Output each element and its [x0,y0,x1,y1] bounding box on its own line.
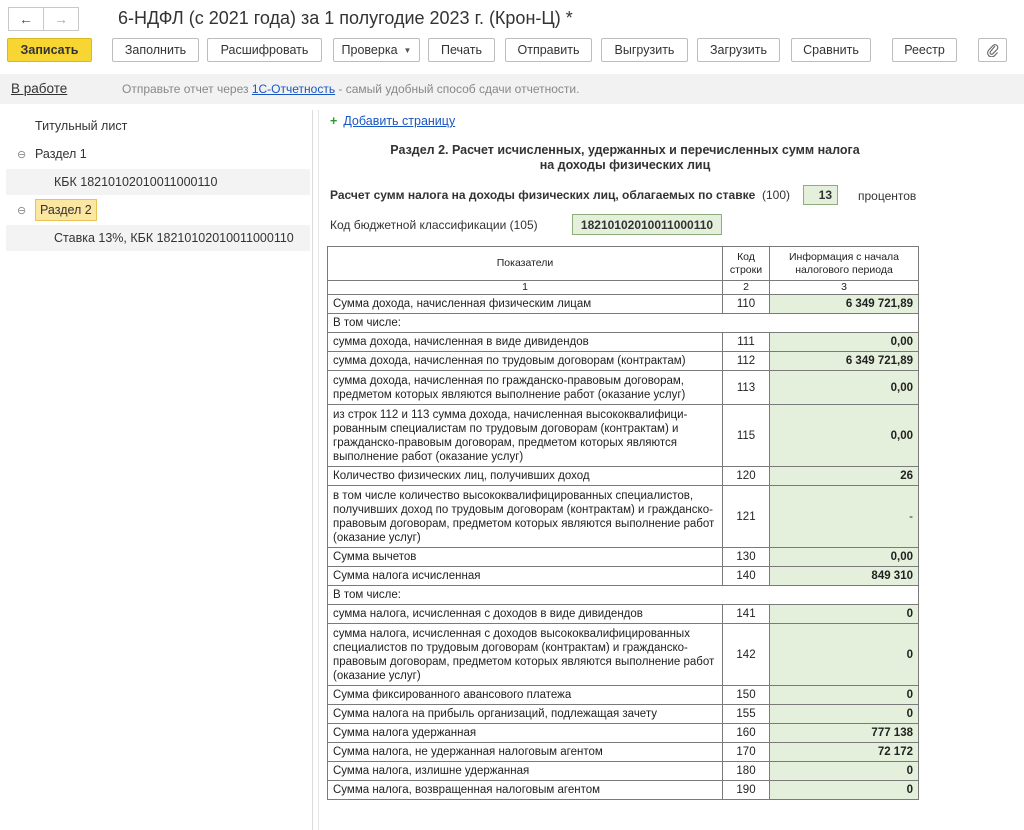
table-row [328,314,919,333]
reporting-link[interactable]: 1С-Отчетность [251,82,336,96]
tree-item-section-1[interactable] [6,141,310,167]
tree-item-title-page[interactable] [6,113,310,139]
row-value[interactable]: 0 [770,705,919,724]
arrow-right-icon: → [54,11,68,27]
row-value[interactable]: 0 [770,781,919,800]
table-row [328,624,919,686]
report-table [327,246,919,800]
info-bar [0,74,1024,104]
status-link[interactable]: В работе [11,81,68,96]
table-row [328,567,919,586]
row-value[interactable]: 0,00 [770,371,919,405]
rate-field[interactable]: 13 [803,185,838,205]
row-label: сумма дохода, начисленная в виде дивидендов [328,333,723,352]
header-info [770,247,919,281]
export-button[interactable]: Выгрузить [601,38,688,62]
row-code: 180 [723,762,770,781]
table-row [328,548,919,567]
row-value[interactable]: 72 172 [770,743,919,762]
row-code: 115 [723,405,770,467]
row-label: Сумма налога, не удержанная налоговым агентом [328,743,723,762]
row-label: Сумма фиксированного авансового платежа [328,686,723,705]
arrow-left-icon: ← [19,11,33,27]
row-value[interactable]: 0,00 [770,548,919,567]
table-row [328,371,919,405]
row-value[interactable]: 0 [770,624,919,686]
row-code: 120 [723,467,770,486]
tree-item-section-2[interactable] [6,197,310,223]
row-code: 141 [723,605,770,624]
row-value[interactable]: 0,00 [770,333,919,352]
add-page-label[interactable]: Добавить страницу [343,114,456,128]
row-value[interactable]: 0 [770,686,919,705]
section-title-line-1: Раздел 2. Расчет исчисленных, удержанных и перечисленных сумм налога [390,143,860,157]
table-row [328,762,919,781]
row-subheading: В том числе: [328,314,919,333]
add-page-link[interactable] [330,114,455,128]
row-code: 113 [723,371,770,405]
row-code: 140 [723,567,770,586]
row-label: Количество физических лиц, получивших доход [328,467,723,486]
back-button[interactable] [8,7,44,31]
row-code: 155 [723,705,770,724]
table-row [328,586,919,605]
nav-buttons [8,7,79,31]
header-code-line-2: строки [729,263,763,276]
sections-tree [6,110,310,830]
row-label: в том числе количество высококвалифицированных специалистов, получивших доход по трудовым договорам (контрактам) и гражданско-правовым договорам, предметом которых являются выполнение работ (оказание услуг) [328,486,723,548]
row-code: 190 [723,781,770,800]
row-label: сумма налога, исчисленная с доходов высококвалифицированных специалистов по трудовым договорам (контрактам) и гражданско-правовым договорам, предметом которых являются выполнение работ (оказание услуг) [328,624,723,686]
row-label: Сумма дохода, начисленная физическим лицам [328,295,723,314]
row-code: 121 [723,486,770,548]
rate-label-text: Расчет сумм налога на доходы физических лиц, облагаемых по ставке [330,188,756,202]
tree-item-label: КБК 18210102010011000110 [54,175,218,189]
table-row [328,333,919,352]
row-label: Сумма налога на прибыль организаций, подлежащая зачету [328,705,723,724]
hint-text [122,82,579,96]
row-value[interactable]: 6 349 721,89 [770,295,919,314]
decode-button[interactable]: Расшифровать [207,38,322,62]
header-indicators: Показатели [328,247,723,281]
table-row [328,724,919,743]
tree-item-label-selected: Раздел 2 [35,199,97,221]
row-value[interactable]: 6 349 721,89 [770,352,919,371]
fill-button[interactable]: Заполнить [112,38,199,62]
header-info-line-2: налогового периода [795,263,893,276]
caret-down-icon: ▼ [403,45,412,55]
registry-button[interactable]: Реестр [892,38,957,62]
table-row [328,486,919,548]
row-code: 130 [723,548,770,567]
print-button[interactable]: Печать [428,38,495,62]
row-value[interactable]: - [770,486,919,548]
header-num-1: 1 [328,281,723,295]
row-label: Сумма налога удержанная [328,724,723,743]
row-label: Сумма налога, возвращенная налоговым агентом [328,781,723,800]
row-label: Сумма налога исчисленная [328,567,723,586]
row-label: сумма дохода, начисленная по гражданско-правовым договорам, предметом которых являются выполнение работ (оказание услуг) [328,371,723,405]
row-code: 160 [723,724,770,743]
row-label: из строк 112 и 113 сумма дохода, начисленная высококвалифици-рованным специалистам по трудовым договорам (контрактам) и гражданско-правовым договорам, предметом которых являются выполнение работ (оказание услуг) [328,405,723,467]
check-button-label: Проверка [341,43,398,57]
panel-divider-inner [318,110,319,830]
title-bar [0,0,1024,36]
row-subheading: В том числе: [328,586,919,605]
row-code: 150 [723,686,770,705]
row-code: 112 [723,352,770,371]
header-code [723,247,770,281]
collapse-icon[interactable]: ⊖ [17,148,27,161]
table-row [328,467,919,486]
table-row [328,295,919,314]
header-num-3: 3 [770,281,919,295]
row-label: сумма налога, исчисленная с доходов в виде дивидендов [328,605,723,624]
header-info-line-1: Информация с начала [788,250,900,263]
table-row [328,705,919,724]
tree-item-kbk[interactable] [6,169,310,195]
plus-icon: + [330,114,338,128]
kbk-field[interactable]: 18210102010011000110 [572,214,722,235]
row-value[interactable]: 0,00 [770,405,919,467]
hint-before: Отправьте отчет через [122,82,252,96]
row-value[interactable]: 26 [770,467,919,486]
panel-divider[interactable] [312,110,313,830]
rate-label [330,188,790,202]
tree-item-rate-kbk[interactable] [6,225,310,251]
attach-button[interactable] [978,38,1007,62]
table-row [328,781,919,800]
row-label: Сумма вычетов [328,548,723,567]
table-row [328,405,919,467]
kbk-label: Код бюджетной классификации (105) [330,218,538,232]
row-label: сумма дохода, начисленная по трудовым договорам (контрактам) [328,352,723,371]
rate-code: (100) [761,188,790,202]
table-row [328,686,919,705]
toolbar [0,38,1024,66]
tree-item-label: Раздел 1 [35,147,87,161]
row-code: 170 [723,743,770,762]
forward-button[interactable] [44,7,79,31]
row-value[interactable]: 777 138 [770,724,919,743]
window-title: 6-НДФЛ (с 2021 года) за 1 полугодие 2023 г. (Крон-Ц) * [118,8,573,28]
row-value[interactable]: 0 [770,762,919,781]
collapse-icon[interactable]: ⊖ [17,204,27,217]
import-button[interactable]: Загрузить [697,38,780,62]
paperclip-icon [986,43,1000,57]
send-button[interactable]: Отправить [505,38,592,62]
section-title [330,143,920,173]
section-title-line-2: на доходы физических лиц [539,158,711,172]
table-row [328,743,919,762]
table-row [328,605,919,624]
tree-item-label: Ставка 13%, КБК 18210102010011000110 [54,231,294,245]
row-value[interactable]: 849 310 [770,567,919,586]
header-code-line-1: Код [737,250,755,263]
save-button[interactable]: Записать [7,38,92,62]
row-code: 142 [723,624,770,686]
tree-item-label: Титульный лист [35,119,128,133]
row-value[interactable]: 0 [770,605,919,624]
hint-after: - самый удобный способ сдачи отчетности. [335,82,580,96]
check-dropdown-button[interactable] [333,38,420,62]
compare-button[interactable]: Сравнить [791,38,871,62]
header-num-2: 2 [723,281,770,295]
table-row [328,352,919,371]
row-label: Сумма налога, излишне удержанная [328,762,723,781]
row-code: 111 [723,333,770,352]
rate-unit: процентов [858,189,917,203]
row-code: 110 [723,295,770,314]
